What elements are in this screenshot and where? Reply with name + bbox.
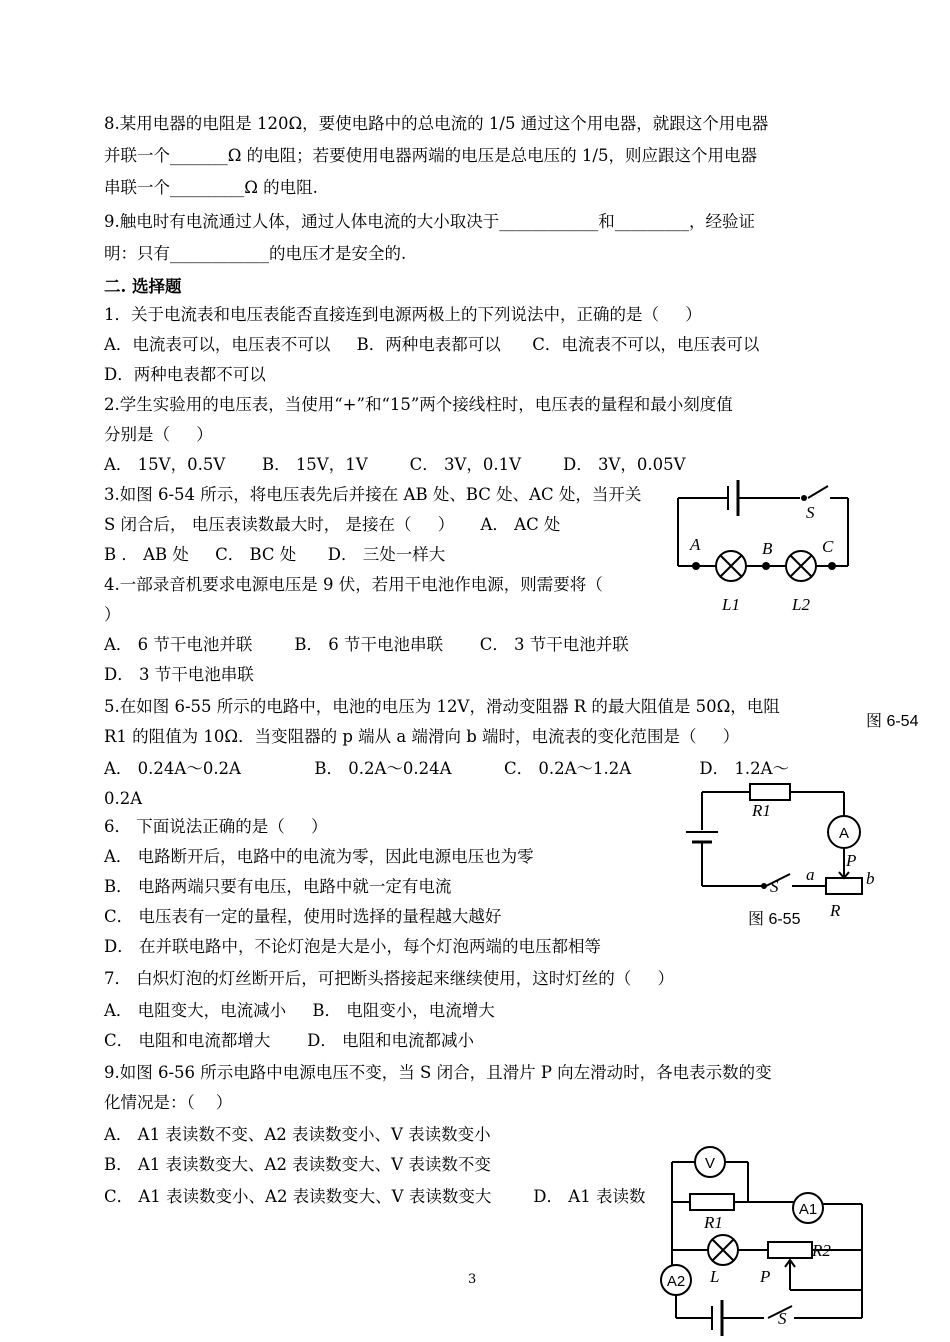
text-line: A． 0.24A～0.2A B． 0.2A～0.24A C． 0.2A～1.2A D． 1.2A～ bbox=[104, 759, 790, 778]
terminal-label-b: b bbox=[866, 869, 875, 888]
text-line: 9.如图 6-56 所示电路中电源电压不变，当 S 闭合，且滑片 P 向左滑动时，各电表示数的变 bbox=[104, 1063, 772, 1082]
figure-caption: 图 6-55 bbox=[748, 911, 801, 928]
text-line: S 闭合后， 电压表读数最大时， 是接在（ ） A． AC 处 bbox=[104, 515, 561, 534]
text-line: 5.在如图 6-55 所示的电路中，电池的电压为 12V，滑动变阻器 R 的最大阻值是 50Ω，电阻 bbox=[104, 697, 780, 716]
page-number: 3 bbox=[468, 1272, 477, 1287]
text-line: D．两种电表都不可以 bbox=[104, 365, 266, 384]
text-line: B． A1 表读数变大、A2 表读数变大、V 表读数不变 bbox=[104, 1155, 491, 1174]
node-label-a: A bbox=[690, 535, 701, 554]
resistor-label: R1 bbox=[752, 801, 771, 820]
text-line: 6． 下面说法正确的是（ ） bbox=[104, 817, 328, 836]
text-line: B． 电路两端只要有电压，电路中就一定有电流 bbox=[104, 877, 452, 896]
slider-label: P bbox=[846, 851, 857, 870]
meter-label: V bbox=[704, 1155, 716, 1172]
text-line: C． 电压表有一定的量程，使用时选择的量程越大越好 bbox=[104, 907, 502, 926]
meter-label: A bbox=[838, 825, 850, 842]
text-line: 分别是（ ） bbox=[104, 425, 213, 444]
figure-caption: 图 6-54 bbox=[866, 713, 919, 730]
lamp-label: L1 bbox=[722, 595, 740, 614]
text-line: 串联一个_________Ω 的电阻. bbox=[104, 178, 318, 197]
text-line: 8.某用电器的电阻是 120Ω，要使电路中的总电流的 1/5 通过这个用电器，就跟这个用电器 bbox=[104, 114, 769, 133]
text-line: 7． 白炽灯泡的灯丝断开后，可把断头搭接起来继续使用，这时灯丝的（ ） bbox=[104, 969, 674, 988]
lamp-icon bbox=[708, 1235, 738, 1265]
meter-label: A1 bbox=[798, 1201, 818, 1218]
switch-label: S bbox=[770, 877, 779, 896]
text-line: D． 3 节干电池串联 bbox=[104, 665, 254, 684]
text-line: C． 电阻和电流都增大 D． 电阻和电流都减小 bbox=[104, 1031, 475, 1050]
text-line: A． 电路断开后，电路中的电流为零，因此电源电压也为零 bbox=[104, 847, 534, 866]
text-line: 9.触电时有电流通过人体，通过人体电流的大小取决于____________和_________，经验证 bbox=[104, 212, 755, 231]
rheostat-icon bbox=[768, 1242, 812, 1258]
rheostat-label: R bbox=[830, 901, 841, 920]
text-line: 2.学生实验用的电压表，当使用“+”和“15”两个接线柱时，电压表的量程和最小刻度值 bbox=[104, 395, 733, 414]
text-line: A． 电阻变大，电流减小 B． 电阻变小，电流增大 bbox=[104, 1001, 495, 1020]
slider-label: P bbox=[760, 1267, 771, 1286]
text-line: ） bbox=[104, 605, 121, 624]
text-line: 化情况是：（ ） bbox=[104, 1093, 233, 1112]
text-line: A． A1 表读数不变、A2 表读数变小、V 表读数变小 bbox=[104, 1125, 491, 1144]
circuit-656 bbox=[661, 1147, 862, 1336]
text-line: 1．关于电流表和电压表能否直接连到电源两极上的下列说法中，正确的是（ ） bbox=[104, 305, 702, 324]
terminal-label-a: a bbox=[806, 865, 815, 884]
text-line: 并联一个_______Ω 的电阻；若要使用电器两端的电压是总电压的 1/5，则应跟这个用电器 bbox=[104, 146, 757, 165]
lamp-icon bbox=[786, 551, 816, 581]
text-line: D． 在并联电路中，不论灯泡是大是小，每个灯泡两端的电压都相等 bbox=[104, 937, 601, 956]
switch-label: S bbox=[778, 1309, 787, 1328]
node-label-c: C bbox=[822, 537, 834, 556]
lamp-icon bbox=[716, 551, 746, 581]
text-line: A． 6 节干电池并联 B． 6 节干电池串联 C． 3 节干电池并联 bbox=[104, 635, 629, 654]
text-line: 明：只有____________的电压才是安全的. bbox=[104, 244, 407, 263]
section-heading: 二. 选择题 bbox=[104, 277, 182, 296]
rheostat-label: R2 bbox=[812, 1241, 831, 1260]
lamp-label: L2 bbox=[792, 595, 810, 614]
text-line: 4.一部录音机要求电源电压是 9 伏，若用干电池作电源，则需要将（ bbox=[104, 575, 603, 594]
lamp-label: L bbox=[710, 1267, 720, 1286]
text-line: B ． AB 处 C． BC 处 D． 三处一样大 bbox=[104, 545, 446, 564]
switch-label: S bbox=[806, 503, 815, 522]
resistor-icon bbox=[690, 1194, 734, 1210]
text-line: R1 的阻值为 10Ω．当变阻器的 p 端从 a 端滑向 b 端时，电流表的变化范围是（ ） bbox=[104, 727, 740, 746]
meter-label: A2 bbox=[666, 1273, 686, 1290]
text-line: A．电流表可以，电压表不可以 B．两种电表都可以 C．电流表不可以，电压表可以 bbox=[104, 335, 760, 354]
node-label-b: B bbox=[762, 539, 773, 558]
resistor-icon bbox=[750, 784, 790, 800]
text-line: C． A1 表读数变小、A2 表读数变大、V 表读数变大 D． A1 表读数 bbox=[104, 1187, 646, 1206]
text-line: 0.2A bbox=[104, 789, 143, 808]
text-line: A． 15V，0.5V B． 15V，1V C． 3V，0.1V D． 3V，0.05V bbox=[104, 455, 686, 474]
resistor-label: R1 bbox=[704, 1213, 723, 1232]
text-line: 3.如图 6-54 所示，将电压表先后并接在 AB 处、BC 处、AC 处，当开关 bbox=[104, 485, 642, 504]
switch-icon bbox=[808, 486, 828, 498]
rheostat-icon bbox=[826, 878, 862, 894]
